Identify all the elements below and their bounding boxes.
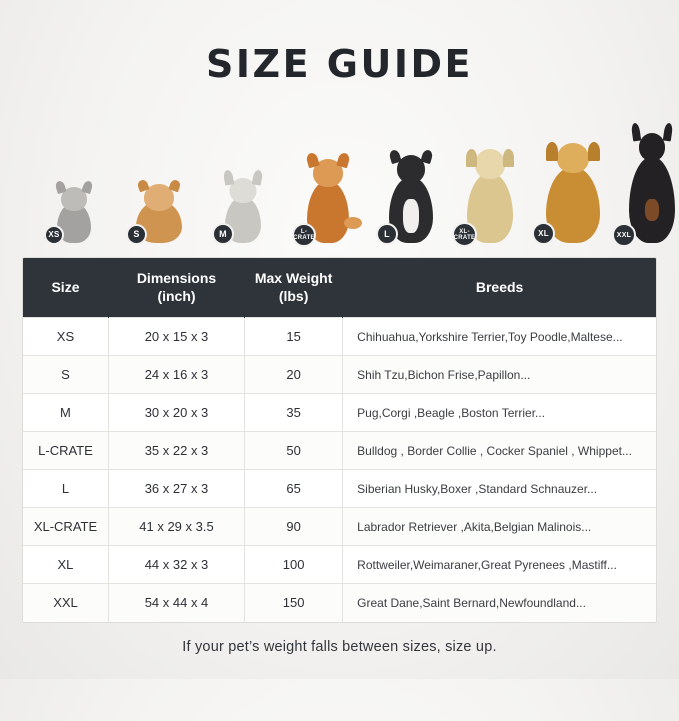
- pet-figure-xl-crate: [453, 143, 524, 243]
- cell-weight: 20: [245, 356, 343, 394]
- table-row: [23, 470, 656, 508]
- cell-weight: 15: [245, 318, 343, 356]
- pet-badge-xxl: XXL: [612, 223, 636, 247]
- cell-breeds: Shih Tzu,Bichon Frise,Papillon...: [343, 356, 656, 394]
- table-row: [23, 356, 656, 394]
- table-row: [23, 546, 656, 584]
- table-row: [23, 318, 656, 356]
- pet-badge-xl: XL: [532, 222, 555, 245]
- cell-weight: 150: [245, 584, 343, 622]
- column-header-breeds-line1: Breeds: [475, 278, 524, 295]
- pet-badge-xs: XS: [44, 225, 64, 245]
- pet-head: [475, 149, 505, 179]
- pet-ear-left: [305, 152, 319, 168]
- cell-breeds: Labrador Retriever ,Akita,Belgian Malinois...: [343, 508, 656, 546]
- cell-dimensions: 44 x 32 x 3: [108, 546, 244, 584]
- column-header-breeds: [343, 258, 656, 318]
- pet-head: [557, 143, 589, 173]
- size-up-note: If your pet’s weight falls between sizes, size up.: [182, 638, 497, 655]
- pet-ear-right: [336, 152, 350, 168]
- cell-breeds: Siberian Husky,Boxer ,Standard Schnauzer...: [343, 470, 656, 508]
- pet-ear-right: [252, 169, 263, 185]
- table-row: [23, 508, 656, 546]
- cell-breeds: Bulldog , Border Collie , Cocker Spaniel , Whippet...: [343, 432, 656, 470]
- pet-chest-marking: [403, 199, 419, 233]
- pet-ear-right: [588, 142, 600, 161]
- column-header-max-weight-line2: (lbs): [278, 287, 309, 304]
- cell-size: L-CRATE: [23, 432, 108, 470]
- cell-breeds: Rottweiler,Weimaraner,Great Pyrenees ,Mastiff...: [343, 546, 656, 584]
- cell-dimensions: 35 x 22 x 3: [108, 432, 244, 470]
- cell-size: S: [23, 356, 108, 394]
- cell-size: M: [23, 394, 108, 432]
- cell-dimensions: 30 x 20 x 3: [108, 394, 244, 432]
- cell-breeds: Chihuahua,Yorkshire Terrier,Toy Poodle,Maltese...: [343, 318, 656, 356]
- page-title: SIZE GUIDE: [206, 42, 473, 86]
- cell-dimensions: 20 x 15 x 3: [108, 318, 244, 356]
- pet-ear-left: [466, 149, 477, 167]
- cell-size: XL-CRATE: [23, 508, 108, 546]
- cell-size: XXL: [23, 584, 108, 622]
- pet-figure-xxl: [616, 125, 679, 243]
- table-row: [23, 394, 656, 432]
- pet-ear-right: [663, 123, 673, 142]
- column-header-max-weight: [245, 258, 343, 318]
- pet-ear-right: [420, 149, 433, 164]
- cell-weight: 65: [245, 470, 343, 508]
- pet-size-illustrations: [28, 108, 651, 243]
- cell-dimensions: 24 x 16 x 3: [108, 356, 244, 394]
- cell-dimensions: 54 x 44 x 4: [108, 584, 244, 622]
- pet-ear-right: [503, 149, 514, 167]
- pet-ear-left: [388, 149, 401, 164]
- column-header-dimensions: [108, 258, 244, 318]
- pet-badge-l-crate: L-CRATE: [292, 223, 316, 247]
- cell-weight: 90: [245, 508, 343, 546]
- pet-ear-right: [81, 180, 93, 194]
- column-header-size: [23, 258, 108, 318]
- pet-figure-xs: [46, 185, 102, 243]
- pet-badge-m: M: [212, 223, 234, 245]
- cell-weight: 50: [245, 432, 343, 470]
- pet-ear-left: [223, 169, 234, 185]
- pet-figure-xl: [534, 137, 612, 243]
- cell-weight: 35: [245, 394, 343, 432]
- pet-figure-s: [128, 181, 190, 243]
- pet-chest-marking: [645, 199, 659, 221]
- cell-dimensions: 36 x 27 x 3: [108, 470, 244, 508]
- pet-ear-left: [546, 142, 558, 161]
- pet-badge-l: L: [376, 223, 398, 245]
- pet-badge-xl-crate: XL-CRATE: [452, 222, 477, 247]
- column-header-dimensions-line1: Dimensions: [136, 270, 217, 286]
- cell-breeds: Pug,Corgi ,Beagle ,Boston Terrier...: [343, 394, 656, 432]
- cell-breeds: Great Dane,Saint Bernard,Newfoundland...: [343, 584, 656, 622]
- cell-dimensions: 41 x 29 x 3.5: [108, 508, 244, 546]
- column-header-dimensions-line2: (inch): [157, 287, 196, 304]
- cell-size: XS: [23, 318, 108, 356]
- pet-head: [639, 133, 665, 161]
- column-header-size-line1: Size: [51, 278, 80, 295]
- cell-size: L: [23, 470, 108, 508]
- table-row: [23, 584, 656, 622]
- column-header-max-weight-line1: Max Weight: [254, 270, 333, 286]
- pet-figure-l-crate: [293, 151, 360, 243]
- size-guide-table: [22, 257, 657, 623]
- pet-figure-m: [214, 173, 272, 243]
- cell-size: XL: [23, 546, 108, 584]
- table-row: [23, 432, 656, 470]
- table-header-row: [23, 258, 656, 318]
- pet-badge-s: S: [126, 224, 147, 245]
- pet-tail: [344, 217, 362, 229]
- pet-figure-l: [378, 147, 444, 243]
- pet-ear-left: [631, 123, 641, 142]
- cell-weight: 100: [245, 546, 343, 584]
